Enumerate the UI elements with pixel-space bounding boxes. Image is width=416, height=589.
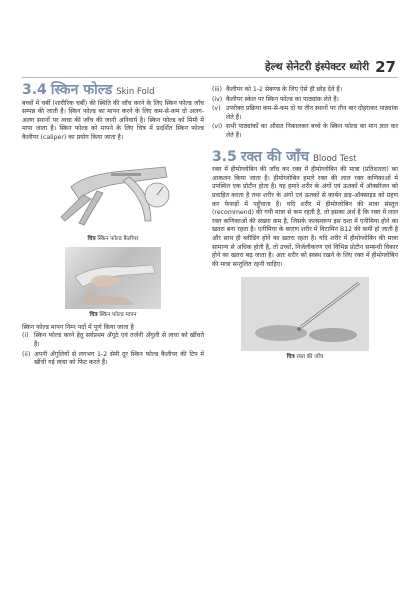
section-title-english: Blood Test xyxy=(313,153,357,164)
figure-blood-test-caption xyxy=(212,353,398,362)
section-title-english: Skin Fold xyxy=(116,87,155,97)
list-item xyxy=(212,86,398,95)
list-item xyxy=(212,105,398,122)
item-number: (iv) xyxy=(212,95,223,103)
item-text: स्किन फोल्ड करने हेतु सर्वप्रथम अँगूठे एवं तर्जनी अँगुली से त्वचा को खींचते हैं। xyxy=(34,332,204,348)
figure-caliper-caption xyxy=(22,235,204,244)
caption-label: चित्र xyxy=(286,354,295,361)
item-number: (v) xyxy=(212,105,221,113)
book-title: हेल्थ सेनेटरी इंस्पेक्टर थ्योरी xyxy=(265,61,370,73)
item-number: (iii) xyxy=(212,86,222,93)
item-text: उपरोक्त प्रक्रिया कम-से-कम दो या तीन स्थानों पर तीन बार दोहराकर पाठ्यांक लेते हैं। xyxy=(226,105,398,121)
skin-fold-photo xyxy=(65,247,161,309)
figure-caliper xyxy=(22,147,204,244)
running-header xyxy=(265,58,396,76)
figure-skin-fold-measurement xyxy=(22,247,204,320)
item-text: अपनी अँगुलियों से लगभग 1-2 सेमी दूर स्किन फोल्ड कैलीपर की टिप में खींची गई त्वचा को फिट करते हैं। xyxy=(34,350,204,367)
section-title-hindi: स्किन फोल्ड xyxy=(50,82,113,98)
list-item xyxy=(22,332,204,349)
list-item xyxy=(212,123,398,140)
list-item xyxy=(212,95,398,105)
blood-test-photo xyxy=(241,277,369,351)
section-heading-skin-fold xyxy=(22,82,204,98)
figure-measurement-caption xyxy=(22,311,204,320)
caption-text: स्किन फोल्ड मापन xyxy=(99,312,137,319)
steps-intro: स्किन फोल्ड मापन निम्न पदों में पूर्ण किया जाता है xyxy=(22,323,134,331)
section-heading-blood-test xyxy=(212,148,398,165)
header-rule xyxy=(22,77,398,78)
page-number: 27 xyxy=(375,58,396,76)
caption-label: चित्र xyxy=(89,312,98,319)
blood-test-body: रक्त में हीमोग्लोबिन की जाँच कर रक्त में हीमोग्लोबिन की मात्रा (प्रतिशतता) का आकलन किया जाता है। हीमोग्लोबिन हमारे रक्त की लाल रक्त कणिकाओं में उपस्थित एक प्रोटीन होता है। यह हमारे शरीर के अंगों एवं ऊतकों में ऑक्सीजन को प्रवाहित करता है तथा शरीर के अंगों एवं ऊतकों से कार्बन डाइ-ऑक्साइड को ग्रहण कर फेफड़ों में पहुँचाता है। यदि शरीर में हीमोग्लोबिन की मात्रा संस्तुत (recommend) की गयी मात्रा से कम रहती है, तो इसका अर्थ है कि रक्त में लाल रक्त कणिकाओं की संख्या कम है, जिसके फलस्वरूप इस दशा में एनीमिया होने का खतरा बना रहता है। एनीमिया के कारण शरीर में विटामिन B12 की कमी हो जाती है और साथ ही ब्लीडिंग होने का खतरा रहता है। यदि शरीर में हीमोग्लोबिन की मात्रा सामान्य से अधिक होती है, तो उच्चों, निर्जलीकरण एवं विभिन्न प्रोटीन सम्बन्धी विकार होने का खतरा बढ़ जाता है। अतः शरीर को स्वस्थ रखने के लिए रक्त में हीमोग्लोबिन की मात्रा सन्तुलित रहनी चाहिए। xyxy=(212,166,398,268)
steps-list-right xyxy=(212,86,398,141)
caption-text: स्किन फोल्ड कैलीपर xyxy=(97,235,139,242)
caliper-illustration xyxy=(53,147,173,233)
steps-list-left xyxy=(22,332,204,367)
item-number: (i) xyxy=(22,332,29,340)
item-number: (ii) xyxy=(22,350,31,358)
section-number: 3.4 xyxy=(22,82,47,98)
skin-fold-intro: बच्चों में चर्बी (शारीरिक चर्बी) की स्थिति की जाँच करने के लिए स्किन फोल्ड जाँच सम्पन्न की जाती है। स्किन फोल्ड का मापन करने के लिए कम-से-कम दो अलग-अलग स्थानों पर त्वचा की जाँच की जानी अनिवार्य है। स्किन फोल्ड को मिमी में मापा जाता है। स्किन फोल्ड को मापने के लिए चित्र में प्रदर्शित स्किन फोल्ड कैलीपर (caliper) का प्रयोग किया जाता है। xyxy=(22,99,204,141)
figure-blood-test xyxy=(212,277,398,362)
item-text: कैलीपर को 1-2 सेकण्ड के लिए ऐसे ही छोड़ देते हैं। xyxy=(226,86,343,93)
caption-label: चित्र xyxy=(87,235,96,242)
item-text: सभी पाठ्यांकों का औसत निकालकर बच्चे के स्किन फोल्ड का मान ज्ञात कर लेते हैं। xyxy=(226,123,398,139)
list-item xyxy=(22,350,204,368)
left-column xyxy=(22,82,204,369)
section-number: 3.5 xyxy=(212,148,237,165)
item-text: कैलीपर स्केल पर स्किन फोल्ड का पाठ्यांक लेते हैं। xyxy=(226,95,339,103)
caption-text: रक्त की जाँच xyxy=(296,354,324,361)
section-title-hindi: रक्त की जाँच xyxy=(240,148,310,165)
right-column xyxy=(212,86,398,366)
item-number: (vi) xyxy=(212,123,223,131)
